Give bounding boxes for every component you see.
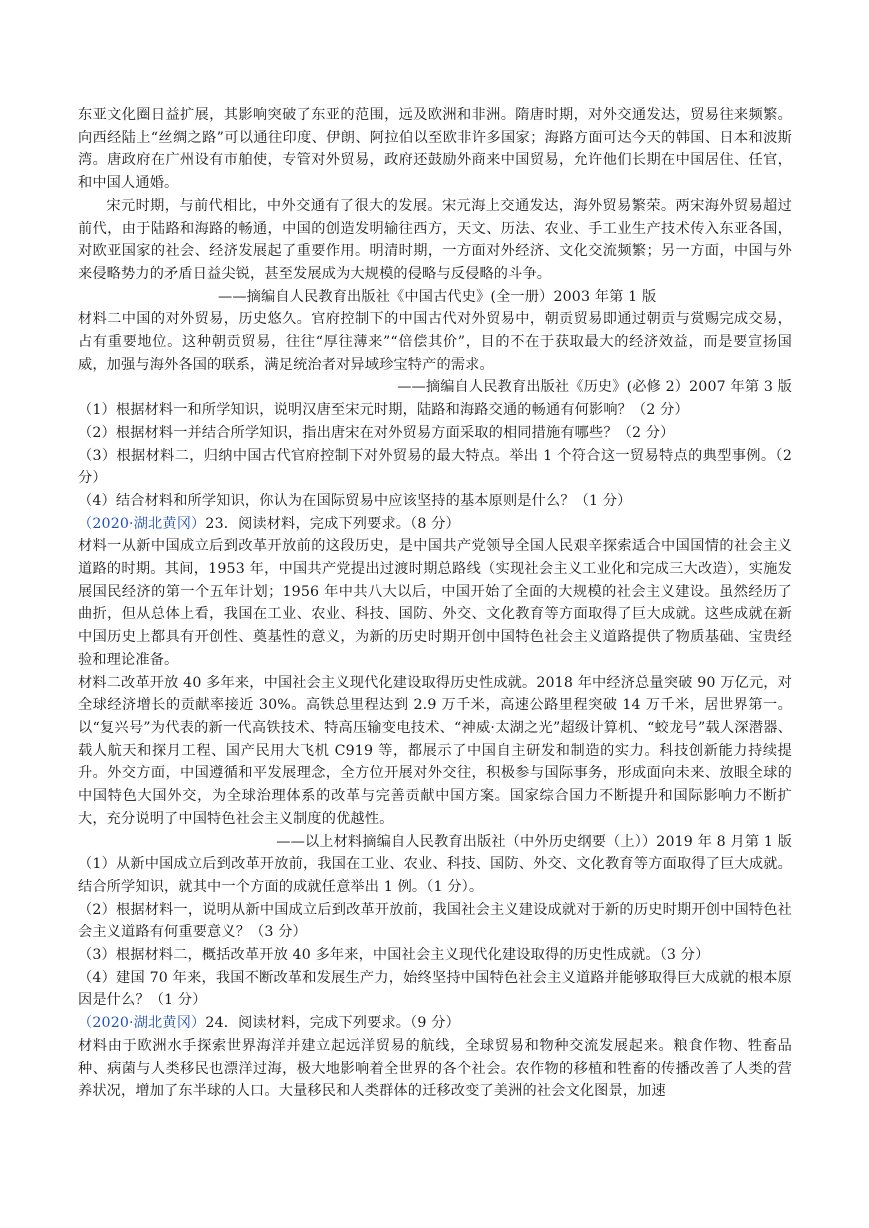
q22-item-4: （4）结合材料和所学知识，你认为在国际贸易中应该坚持的基本原则是什么？（1 分） — [78, 492, 632, 509]
q24-header — [78, 1012, 792, 1035]
document-page — [78, 104, 792, 1103]
q22-item-2: （2）根据材料一并结合所学知识，指出唐宋在对外贸易方面采取的相同措施有哪些？（2 分） — [78, 424, 675, 441]
q22-item-3: （3）根据材料二，归纳中国古代官府控制下对外贸易的最大特点。举出 1 个符合这一贸易特点的典型事例。（2 分） — [78, 447, 792, 487]
q23-material1: 材料一从新中国成立后到改革开放前的这段历史，是中国共产党领导全国人民艰辛探索适合中国国情的社会主义道路的时期。其间，1953 年，中国共产党提出过渡时期总路线（实现社会主义工业化和完成三大改造），实施发展国民经济的第一个五年计划；1956 年中共八大以后，中国开始了全面的大规模的社会主义建设。虽然经历了曲折，但从总体上看，我国在工业、农业、科技、国防、外交、文化教育等方面取得了巨大成就。这些成就在新中国历史上都具有开创性、奠基性的意义，为新的历史时期开创中国特色社会主义道路提供了物质基础、宝贵经验和理论准备。 — [78, 538, 792, 668]
q23-item-3: （3）根据材料二，概括改革开放 40 多年来，中国社会主义现代化建设取得的历史性成就。（3 分） — [78, 947, 710, 964]
q23-source: ——以上材料摘编自人民教育出版社（中外历史纲要（上））2019 年 8 月第 1 版 — [276, 833, 792, 850]
material2-text: 材料二中国的对外贸易，历史悠久。官府控制下的中国古代对外贸易中，朝贡贸易即通过朝贡与赏赐完成交易，占有重要地位。这种朝贡贸易，往往“厚往薄来”“倍偿其价”，目的不在于获取最大的经济效益，而是要宣扬国威，加强与海外各国的联系，满足统治者对异域珍宝特产的需求。 — [78, 311, 792, 373]
q24-material: 材料由于欧洲水手探索世界海洋并建立起远洋贸易的航线，全球贸易和物种交流发展起来。粮食作物、牲畜品种、病菌与人类移民也漂洋过海，极大地影响着全世界的各个社会。农作物的移植和牲畜的传播改善了人类的营养状况，增加了东半球的人口。大量移民和人类群体的迁移改变了美洲的社会文化图景，加速 — [78, 1037, 792, 1100]
material1-para2: 宋元时期，与前代相比，中外交通有了很大的发展。宋元海上交通发达，海外贸易繁荣。两宋海外贸易超过前代，由于陆路和海路的畅通，中国的创造发明输往西方，天文、历法、农业、手工业生产技术传入东亚各国，对欧亚国家的社会、经济发展起了重要作用。明清时期，一方面对外经济、文化交流频繁；另一方面，中国与外来侵略势力的矛盾日益尖锐，甚至发展成为大规模的侵略与反侵略的斗争。 — [78, 197, 792, 282]
q23-material2: 材料二改革开放 40 多年来，中国社会主义现代化建设取得历史性成就。2018 年中经济总量突破 90 万亿元，对全球经济增长的贡献率接近 30%。高铁总里程达到 2.9 万千米，高速公路里程突破 14 万千米，居世界第一。以“复兴号”为代表的新一代高铁技术、特高压输变电技术、“神威·太湖之光”超级计算机、“蛟龙号”载人深潜器、载人航天和探月工程、国产民用大飞机 C919 等，都展示了中国自主研发和制造的实力。科技创新能力持续提升。外交方面，中国遵循和平发展理念，全方位开展对外交往，积极参与国际事务，形成面向未来、放眼全球的中国特色大国外交，为全球治理体系的改革与完善贡献中国方案。国家综合国力不断提升和国际影响力不断扩大，充分说明了中国特色社会主义制度的优越性。 — [78, 674, 792, 827]
material2-source: ——摘编自人民教育出版社《历史》(必修 2）2007 年第 3 版 — [397, 379, 792, 396]
q24-source-tag[interactable]: （2020·湖北黄冈） — [78, 1015, 206, 1032]
q23-item-1: （1）从新中国成立后到改革开放前，我国在工业、农业、科技、国防、外交、文化教育等方面取得了巨大成就。结合所学知识，就其中一个方面的成就任意举出 1 例。（1 分）。 — [78, 856, 792, 895]
q23-header — [78, 513, 792, 536]
q23-item-2: （2）根据材料一，说明从新中国成立后到改革开放前，我国社会主义建设成就对于新的历史时期开创中国特色社会主义道路有何重要意义？（3 分） — [78, 901, 792, 941]
q22-item-1: （1）根据材料一和所学知识，说明汉唐至宋元时期，陆路和海路交通的畅通有何影响？（2 分） — [78, 402, 689, 419]
material1-para1: 东亚文化圈日益扩展，其影响突破了东亚的范围，远及欧洲和非洲。隋唐时期，对外交通发达，贸易往来频繁。向西经陆上“丝绸之路”可以通往印度、伊朗、阿拉伯以至欧非许多国家；海路方面可达今天的韩国、日本和波斯湾。唐政府在广州设有市舶使，专管对外贸易，政府还鼓励外商来中国贸易，允许他们长期在中国居住、任官，和中国人通婚。 — [78, 107, 792, 192]
q23-title: 23．阅读材料，完成下列要求。（8 分） — [205, 515, 460, 532]
q24-title: 24．阅读材料，完成下列要求。（9 分） — [205, 1015, 460, 1032]
material1-source: ——摘编自人民教育出版社《中国古代史》(全一册）2003 年第 1 版 — [218, 288, 657, 305]
q23-source-tag[interactable]: （2020·湖北黄冈） — [78, 515, 206, 532]
q23-item-4: （4）建国 70 年来，我国不断改革和发展生产力，始终坚持中国特色社会主义道路并能够取得巨大成就的根本原因是什么？（1 分） — [78, 969, 792, 1009]
